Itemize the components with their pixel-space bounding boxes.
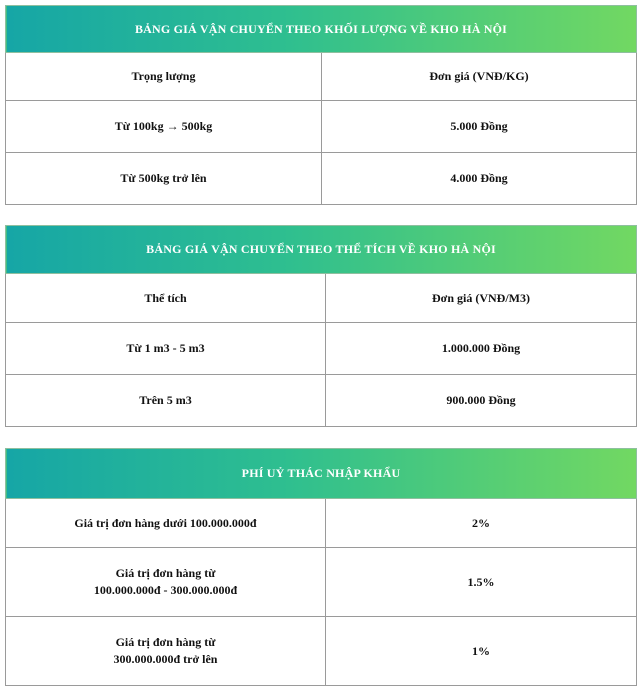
order-value-label [6, 548, 326, 617]
table-row [6, 153, 637, 205]
volume-price-value: 1.000.000 Đồng [326, 323, 637, 375]
fee-percent-value: 2% [326, 499, 637, 548]
order-value-line: Giá trị đơn hàng dưới 100.000.000đ [74, 515, 257, 530]
weight-range-label: Từ 100kg → 500kg [6, 101, 322, 153]
table-row [6, 617, 637, 686]
weight-table-title: BẢNG GIÁ VẬN CHUYỂN THEO KHỐI LƯỢNG VỀ KHO HÀ NỘI [6, 6, 637, 53]
order-value-line: Giá trị đơn hàng từ [115, 566, 216, 580]
weight-price-value: 5.000 Đồng [322, 101, 637, 153]
order-value-range: 300.000.000đ trở lên [113, 652, 218, 666]
order-value-line: Giá trị đơn hàng từ [115, 635, 216, 649]
volume-range-label: Từ 1 m3 - 5 m3 [6, 323, 326, 375]
volume-column-header: Thể tích [6, 274, 326, 323]
order-value-range: 100.000.000đ - 300.000.000đ [93, 583, 238, 597]
volume-price-value: 900.000 Đồng [326, 375, 637, 427]
weight-price-table [5, 5, 637, 205]
price-column-header: Đơn giá (VNĐ/M3) [326, 274, 637, 323]
table-row [6, 323, 637, 375]
weight-range-label: Từ 500kg trở lên [6, 153, 322, 205]
table-row [6, 101, 637, 153]
price-column-header: Đơn giá (VNĐ/KG) [322, 53, 637, 101]
order-value-label [6, 499, 326, 548]
volume-range-label: Trên 5 m3 [6, 375, 326, 427]
table-row [6, 499, 637, 548]
volume-table-title: BẢNG GIÁ VẬN CHUYỂN THEO THỂ TÍCH VỀ KHO HÀ NỘI [6, 226, 637, 274]
table-row [6, 548, 637, 617]
table-header-row [6, 274, 637, 323]
fee-percent-value: 1% [326, 617, 637, 686]
fee-percent-value: 1.5% [326, 548, 637, 617]
table-row [6, 375, 637, 427]
fee-table-title: PHÍ UỶ THÁC NHẬP KHẨU [6, 449, 637, 499]
weight-column-header: Trọng lượng [6, 53, 322, 101]
weight-price-value: 4.000 Đồng [322, 153, 637, 205]
order-value-label [6, 617, 326, 686]
table-header-row [6, 53, 637, 101]
volume-price-table [5, 225, 637, 427]
import-fee-table [5, 448, 637, 686]
